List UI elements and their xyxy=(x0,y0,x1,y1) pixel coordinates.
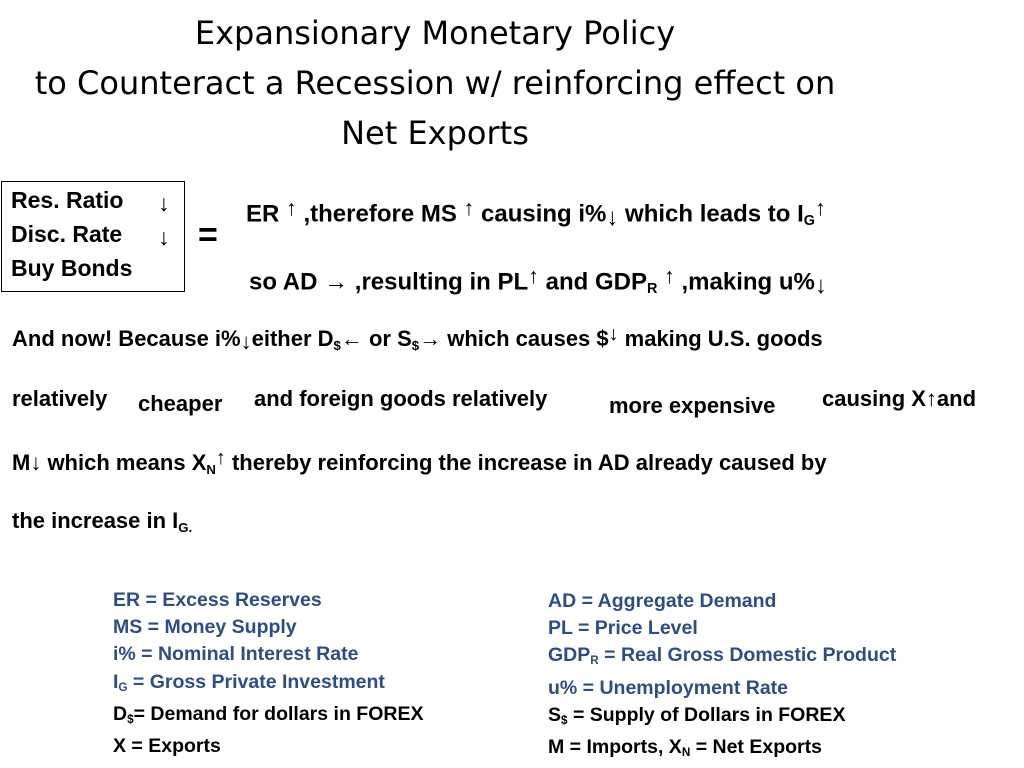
title-line-3: Net Exports xyxy=(341,114,529,152)
causing-x-line xyxy=(822,386,976,412)
legend-ms: MS = Money Supply xyxy=(113,616,297,639)
legend-right xyxy=(548,588,896,766)
u-down-arrow-icon: ↓ xyxy=(814,272,827,300)
legend-ss-rest: = Supply of Dollars in FOREX xyxy=(567,703,846,726)
legend-u: u% = Unemployment Rate xyxy=(548,676,789,699)
ss-subscript: $ xyxy=(411,337,420,353)
legend-ig-subscript: G xyxy=(118,680,128,694)
legend-x: X = Exports xyxy=(113,734,221,757)
chain-line-1 xyxy=(246,195,826,232)
relatively-text: relatively xyxy=(12,386,108,411)
legend-ds xyxy=(113,701,423,733)
paragraph-line-3 xyxy=(12,447,827,477)
which-means-text: which means X xyxy=(41,449,207,475)
ig-final-subscript: G. xyxy=(178,519,193,535)
thereby-text: thereby reinforcing the increase in AD already caused by xyxy=(231,449,827,475)
ds-left-arrow-icon: ← xyxy=(340,325,363,351)
paragraph-line-4 xyxy=(12,508,192,535)
making-us-goods-text: making U.S. goods xyxy=(618,325,823,351)
title-line-1: Expansionary Monetary Policy xyxy=(194,14,676,52)
legend-ad: AD = Aggregate Demand xyxy=(548,590,777,612)
ig-up-arrow-icon: ↑ xyxy=(814,195,826,220)
therefore-ms-text: ,therefore MS xyxy=(303,200,457,228)
legend-ss-subscript: $ xyxy=(561,713,568,727)
ss-right-arrow-icon: → xyxy=(419,325,442,351)
m-down-arrow-icon: ↓ xyxy=(30,449,42,475)
more-expensive-text: more expensive xyxy=(609,393,776,418)
er-up-arrow-icon: ↑ xyxy=(286,195,297,220)
equals-sign: = xyxy=(198,216,218,254)
m-text: M xyxy=(12,449,31,475)
paragraph-line-1 xyxy=(12,323,823,355)
legend-ig xyxy=(113,669,423,701)
making-u-text: ,making u% xyxy=(681,268,815,296)
because-down-arrow-icon: ↓ xyxy=(240,329,252,355)
and-foreign-text: and foreign goods relatively xyxy=(254,386,548,411)
disc-rate-label: Disc. Rate xyxy=(11,221,123,247)
legend-gdp-prefix: GDP xyxy=(548,644,591,667)
chain-line-2 xyxy=(249,263,827,300)
increase-ig-text: the increase in I xyxy=(12,508,179,533)
legend-m-subscript: N xyxy=(681,745,691,759)
legend-m xyxy=(548,734,896,766)
cheaper-text: cheaper xyxy=(138,391,223,416)
legend-ds-rest: = Demand for dollars in FOREX xyxy=(133,702,424,725)
xn-subscript: N xyxy=(206,461,216,477)
gdp-up-arrow-icon: ↑ xyxy=(664,263,675,288)
or-ss-text: or S xyxy=(362,325,412,351)
er-text: ER xyxy=(246,200,280,228)
which-leads-to-text: which leads to I xyxy=(625,200,804,228)
legend-er: ER = Excess Reserves xyxy=(113,589,322,611)
slide-title xyxy=(0,8,870,158)
causing-x-text: causing X xyxy=(822,386,926,411)
resulting-pl-text: ,resulting in PL xyxy=(354,268,529,296)
legend-ss-prefix: S xyxy=(548,703,562,726)
buy-bonds-label: Buy Bonds xyxy=(11,255,133,281)
legend-i: i% = Nominal Interest Rate xyxy=(113,643,359,666)
x-up-arrow-icon: ↑ xyxy=(925,386,937,411)
ig-subscript: G xyxy=(803,213,815,230)
disc-rate-down-arrow-icon: ↓ xyxy=(158,224,170,250)
dollar-down-arrow-icon: ↓ xyxy=(608,323,619,345)
pl-up-arrow-icon: ↑ xyxy=(528,263,539,288)
legend-ds-prefix: D xyxy=(113,702,128,725)
legend-m-prefix: M = Imports, X xyxy=(548,735,682,758)
res-ratio-label: Res. Ratio xyxy=(11,187,124,213)
title-line-2: to Counteract a Recession w/ reinforcing effect on xyxy=(34,64,836,102)
legend-gdp-rest: = Real Gross Domestic Product xyxy=(598,644,897,667)
either-ds-text: either D xyxy=(251,325,334,351)
causing-i-text: causing i% xyxy=(481,200,607,228)
ds-subscript: $ xyxy=(333,337,341,353)
because-text: And now! Because i% xyxy=(12,325,241,351)
and-text: and xyxy=(936,386,977,411)
policy-tools-box xyxy=(1,181,185,292)
ad-right-arrow-icon: → xyxy=(324,268,349,296)
legend-left xyxy=(113,587,423,760)
so-ad-text: so AD xyxy=(249,268,318,296)
xn-up-arrow-icon: ↑ xyxy=(215,447,226,469)
legend-ds-subscript: $ xyxy=(127,712,134,726)
res-ratio-down-arrow-icon: ↓ xyxy=(158,190,170,216)
which-causes-text: which causes $ xyxy=(441,325,609,351)
legend-gdp-subscript: R xyxy=(590,654,599,668)
gdp-subscript: R xyxy=(646,281,658,298)
ms-up-arrow-icon: ↑ xyxy=(463,195,475,220)
legend-m-rest: = Net Exports xyxy=(690,735,822,758)
legend-ig-rest: = Gross Private Investment xyxy=(127,670,385,693)
i-down-arrow-icon: ↓ xyxy=(606,204,619,232)
legend-gdp xyxy=(548,642,896,674)
legend-pl: PL = Price Level xyxy=(548,617,698,640)
legend-ig-prefix: I xyxy=(113,670,119,693)
legend-ss xyxy=(548,702,896,734)
and-gdp-text: and GDP xyxy=(545,268,647,296)
